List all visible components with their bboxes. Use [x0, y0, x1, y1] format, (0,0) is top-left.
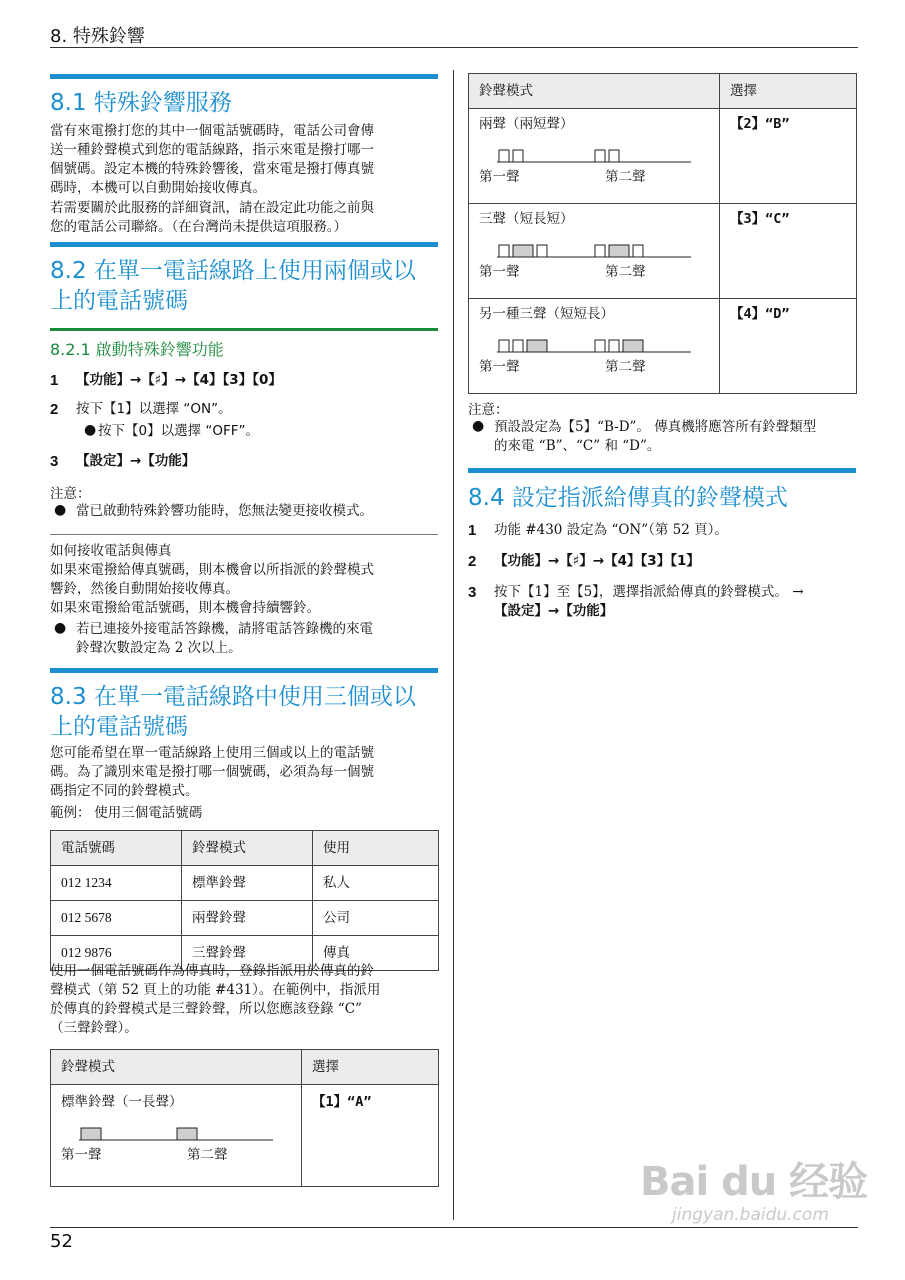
- text-line: 您可能希望在單一電話線路上使用三個或以上的電話號: [50, 745, 374, 761]
- section-8-3-title: [50, 682, 440, 742]
- first-ring-label: 第一聲: [479, 264, 520, 280]
- table-cell: 012 5678: [51, 901, 182, 936]
- ring-pattern-diagram: [497, 233, 697, 263]
- ring-labels: [479, 358, 709, 378]
- ring-select-cell: [720, 299, 857, 394]
- short-ring-mark: [513, 150, 523, 162]
- step-text: 功能 #430 設定為 “ON”（第 52 頁）。: [494, 522, 728, 538]
- bullet-icon: ●: [472, 418, 485, 434]
- ring-select-cell: [720, 204, 857, 299]
- step-text: 【設定】→【功能】: [76, 453, 196, 469]
- table-cell: 公司: [313, 901, 439, 936]
- text-line: 的來電 “B”、“C” 和 “D”。: [494, 438, 661, 454]
- table-header-row: [51, 831, 439, 866]
- table-header-row: [469, 74, 857, 109]
- step-text: [494, 583, 856, 621]
- step-text: 【功能】→【♯】→【4】【3】【1】: [494, 553, 700, 569]
- text-line: 若已連接外接電話答錄機，請將電話答錄機的來電: [76, 621, 373, 637]
- text-line: （三聲鈴聲）。: [50, 1020, 138, 1036]
- bullet-text: [494, 418, 816, 456]
- text-line: 送一種鈴聲模式到您的電話線路，指示來電是撥打哪一: [50, 142, 374, 158]
- long-ring-mark: [81, 1128, 101, 1140]
- right-note-label: 注意：: [468, 402, 509, 417]
- text-line: 如果來電撥給電話號碼，則本機會持續響鈴。: [50, 600, 320, 616]
- second-ring-label: 第二聲: [605, 264, 646, 280]
- note-label: 注意：: [50, 486, 91, 501]
- table-row: [51, 1085, 439, 1187]
- footer-divider: [50, 1227, 858, 1228]
- section-8-3-paragraph-2: [50, 962, 438, 1038]
- column-header: 鈴聲模式: [182, 831, 313, 866]
- column-header: 電話號碼: [51, 831, 182, 866]
- header-divider: [50, 47, 858, 48]
- text-line: 個號碼。設定本機的特殊鈴響後，當來電是撥打傳真號: [50, 161, 374, 177]
- ring-mode-label: 三聲（短長短）: [479, 211, 574, 227]
- text-line: 如果來電撥給傳真號碼，則本機會以所指派的鈴聲模式: [50, 562, 374, 578]
- section-8-3-paragraph: [50, 744, 438, 801]
- bullet-text: 按下【0】以選擇 “OFF”。: [98, 423, 260, 439]
- column-divider: [453, 70, 454, 1220]
- first-ring-label: 第一聲: [479, 169, 520, 185]
- long-ring-mark: [609, 245, 629, 257]
- title-line: 上的電話號碼: [50, 714, 188, 740]
- how-to-receive-paragraph: [50, 561, 438, 618]
- short-ring-mark: [537, 245, 547, 257]
- text-line: 使用一個電話號碼作為傳真時，登錄指派用於傳真的鈴: [50, 963, 374, 979]
- title-line: 上的電話號碼: [50, 288, 188, 314]
- step-number: 2: [468, 553, 477, 570]
- bullet-text: 當已啟動特殊鈴響功能時，您無法變更接收模式。: [76, 503, 373, 519]
- text-line: 預設設定為【5】“B-D”。 傳真機將應答所有鈴聲類型: [494, 419, 817, 435]
- section-bar: [50, 668, 438, 673]
- long-ring-mark: [513, 245, 533, 257]
- page-header-title: 8. 特殊鈴響: [50, 26, 145, 47]
- short-ring-mark: [609, 340, 619, 352]
- step-text: 【功能】→【♯】→【4】【3】【0】: [76, 372, 282, 388]
- example-label: 範例： 使用三個電話號碼: [50, 805, 203, 820]
- table-cell: 三聲鈴聲: [182, 936, 313, 971]
- long-ring-mark: [527, 340, 547, 352]
- short-ring-mark: [595, 340, 605, 352]
- ring-pattern-diagram: [497, 328, 697, 358]
- table-header-row: [51, 1050, 439, 1085]
- text-line: 聲模式（第 52 頁上的功能 #431）。在範例中，指派用: [50, 982, 381, 998]
- ring-mode-cell: [51, 1085, 302, 1187]
- ring-select-cell: [720, 109, 857, 204]
- second-ring-label: 第二聲: [605, 359, 646, 375]
- ring-mode-label: 兩聲（兩短聲）: [479, 116, 574, 132]
- section-8-4-title: 8.4 設定指派給傳真的鈴聲模式: [468, 485, 788, 511]
- ring-mode-cell: [469, 299, 720, 394]
- section-8-2-title: [50, 256, 440, 316]
- phone-number-table: [50, 830, 439, 971]
- table-row: [469, 109, 857, 204]
- bullet-icon: ●: [84, 422, 97, 438]
- table-cell: 兩聲鈴聲: [182, 901, 313, 936]
- text-line: 若需要關於此服務的詳細資訊，請在設定此功能之前與: [50, 200, 374, 215]
- watermark-url: jingyan.baidu.com: [672, 1205, 829, 1225]
- text-line: 當有來電撥打您的其中一個電話號碼時，電話公司會傳: [50, 123, 374, 139]
- select-key-label: 【4】“D”: [730, 306, 790, 322]
- watermark-logo: Bai du 经验: [640, 1159, 868, 1205]
- ring-mode-label: 另一種三聲（短短長）: [479, 306, 614, 322]
- title-line: 8.2 在單一電話線路上使用兩個或以: [50, 258, 416, 284]
- text-line: 響鈴，然後自動開始接收傳真。: [50, 581, 239, 597]
- long-ring-mark: [623, 340, 643, 352]
- table-cell: 012 1234: [51, 866, 182, 901]
- bullet-icon: ●: [54, 620, 67, 636]
- subsection-8-2-1-title: 8.2.1 啟動特殊鈴響功能: [50, 340, 224, 359]
- text-line: 碼。為了識別來電是撥打哪一個號碼，必須為每一個號: [50, 764, 374, 780]
- table-row: [469, 299, 857, 394]
- step-number: 1: [468, 522, 477, 539]
- bullet-icon: ●: [54, 502, 67, 518]
- ring-labels: [479, 168, 709, 188]
- ring-pattern-diagram: [79, 1116, 279, 1146]
- table-row: [51, 901, 439, 936]
- section-bar: [50, 242, 438, 247]
- section-8-1-title: 8.1 特殊鈴響服務: [50, 90, 232, 116]
- table-cell: 傳真: [313, 936, 439, 971]
- page-number: 52: [50, 1231, 73, 1252]
- long-ring-mark: [177, 1128, 197, 1140]
- step-number: 3: [468, 584, 477, 601]
- table-row: [469, 204, 857, 299]
- column-header: 選擇: [302, 1050, 439, 1085]
- ring-pattern-diagram: [497, 138, 697, 168]
- text-line: 按下【1】至【5】，選擇指派給傳真的鈴聲模式。 →: [494, 584, 804, 600]
- ring-mode-cell: [469, 204, 720, 299]
- column-header: 使用: [313, 831, 439, 866]
- subsection-bar: [50, 328, 438, 331]
- text-line: 【設定】→【功能】: [494, 603, 614, 619]
- step-number: 3: [50, 453, 59, 470]
- column-header: 選擇: [720, 74, 857, 109]
- section-bar: [468, 468, 856, 473]
- column-header: 鈴聲模式: [469, 74, 720, 109]
- short-ring-mark: [513, 340, 523, 352]
- ring-pattern-table-right: [468, 73, 857, 394]
- short-ring-mark: [595, 245, 605, 257]
- select-key-label: 【3】“C”: [730, 211, 790, 227]
- text-line: 碼時，本機可以自動開始接收傳真。: [50, 180, 266, 196]
- text-line: 碼指定不同的鈴聲模式。: [50, 783, 199, 799]
- short-ring-mark: [595, 150, 605, 162]
- ring-labels: [479, 263, 709, 283]
- ring-labels: [61, 1146, 291, 1166]
- short-ring-mark: [499, 150, 509, 162]
- ring-mode-cell: [469, 109, 720, 204]
- section-8-1-paragraph: [50, 122, 438, 236]
- text-line: 鈴聲次數設定為 2 次以上。: [76, 640, 242, 656]
- text-line: 於傳真的鈴聲模式是三聲鈴聲，所以您應該登錄 “C”: [50, 1001, 362, 1017]
- section-bar: [50, 74, 438, 79]
- title-line: 8.3 在單一電話線路中使用三個或以: [50, 684, 416, 710]
- first-ring-label: 第一聲: [479, 359, 520, 375]
- second-ring-label: 第二聲: [605, 169, 646, 185]
- select-key-label: 【2】“B”: [730, 116, 790, 132]
- table-row: [51, 866, 439, 901]
- step-number: 1: [50, 372, 59, 389]
- ring-select-cell: [302, 1085, 439, 1187]
- how-to-receive-title: 如何接收電話與傳真: [50, 543, 172, 558]
- column-header: 鈴聲模式: [51, 1050, 302, 1085]
- second-ring-label: 第二聲: [187, 1147, 228, 1163]
- short-ring-mark: [499, 340, 509, 352]
- bullet-text: [76, 620, 373, 658]
- table-cell: 私人: [313, 866, 439, 901]
- short-ring-mark: [609, 150, 619, 162]
- select-key-label: 【1】“A”: [312, 1094, 372, 1110]
- ring-mode-label: 標準鈴聲（一長聲）: [61, 1094, 183, 1110]
- ring-pattern-table-left: [50, 1049, 439, 1187]
- short-ring-mark: [633, 245, 643, 257]
- short-ring-mark: [499, 245, 509, 257]
- divider: [50, 534, 438, 535]
- step-number: 2: [50, 401, 59, 418]
- table-cell: 標準鈴聲: [182, 866, 313, 901]
- table-cell: 012 9876: [51, 936, 182, 971]
- step-text: 按下【1】以選擇 “ON”。: [76, 401, 232, 417]
- text-line: 您的電話公司聯絡。（在台灣尚未提供這項服務。）: [50, 219, 347, 234]
- first-ring-label: 第一聲: [61, 1147, 102, 1163]
